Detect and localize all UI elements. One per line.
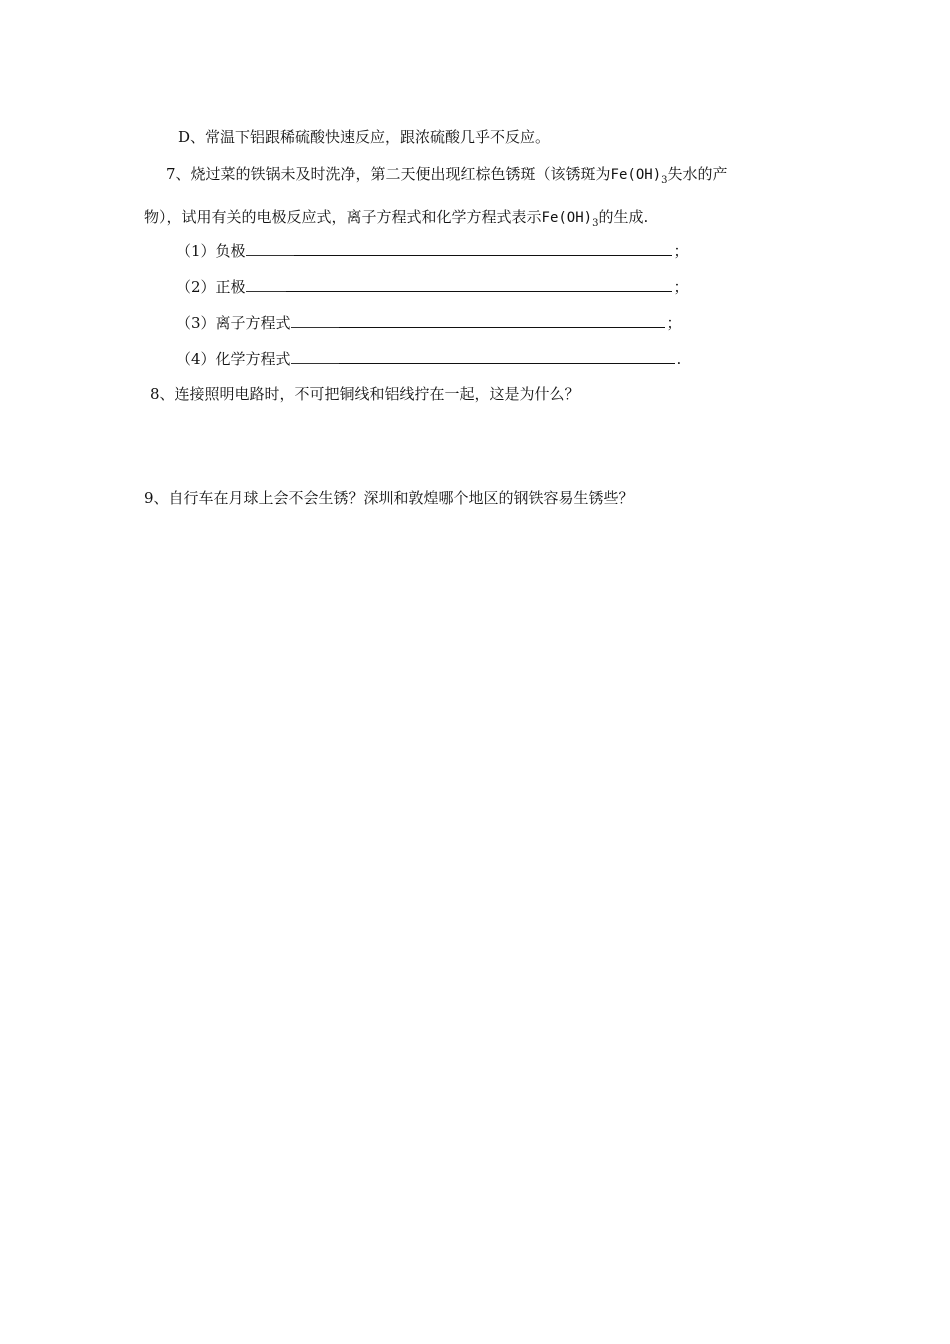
answer-label: （1）负极 <box>176 242 246 260</box>
question-9: 9、自行车在月球上会不会生锈？深圳和敦煌哪个地区的钢铁容易生锈些？ <box>144 489 634 507</box>
formula-subscript: 3 <box>592 218 599 229</box>
answer-line-1 <box>176 241 689 261</box>
formula-fe-oh-3: Fe(OH) <box>541 210 593 226</box>
answer-line-3 <box>176 313 682 333</box>
option-d: D、常温下铝跟稀硫酸快速反应，跟浓硫酸几乎不反应。 <box>178 128 551 146</box>
question-7-line-1-suffix: 失水的产 <box>667 165 728 183</box>
question-7-line-1-text: 7、烧过菜的铁锅未及时洗净，第二天便出现红棕色锈斑（该锈斑为 <box>166 165 611 183</box>
blank-underline[interactable] <box>291 349 339 364</box>
answer-blank[interactable] <box>339 313 665 328</box>
answer-blank[interactable] <box>294 241 672 256</box>
formula-subscript: 3 <box>661 175 668 186</box>
blank-underline[interactable] <box>246 241 294 256</box>
blank-underline[interactable] <box>246 277 286 292</box>
answer-line-4 <box>176 349 681 369</box>
line-end-punctuation: ； <box>673 242 689 260</box>
answer-blank[interactable] <box>286 277 672 292</box>
line-end-punctuation: ； <box>666 314 682 332</box>
question-7-line-2-suffix: 的生成. <box>598 208 649 226</box>
answer-label: （3）离子方程式 <box>176 314 291 332</box>
line-end-punctuation: . <box>676 350 682 368</box>
question-7-line-2 <box>144 207 648 230</box>
line-end-punctuation: ； <box>673 278 689 296</box>
formula-fe-oh-3: Fe(OH) <box>610 167 662 183</box>
answer-blank[interactable] <box>339 349 675 364</box>
question-7-line-1 <box>166 164 728 187</box>
blank-underline[interactable] <box>291 313 339 328</box>
answer-label: （4）化学方程式 <box>176 350 291 368</box>
question-7-line-2-text: 物），试用有关的电极反应式，离子方程式和化学方程式表示 <box>144 208 542 226</box>
question-8: 8、连接照明电路时，不可把铜线和铝线拧在一起，这是为什么？ <box>150 385 580 403</box>
answer-label: （2）正极 <box>176 278 246 296</box>
answer-line-2 <box>176 277 689 297</box>
